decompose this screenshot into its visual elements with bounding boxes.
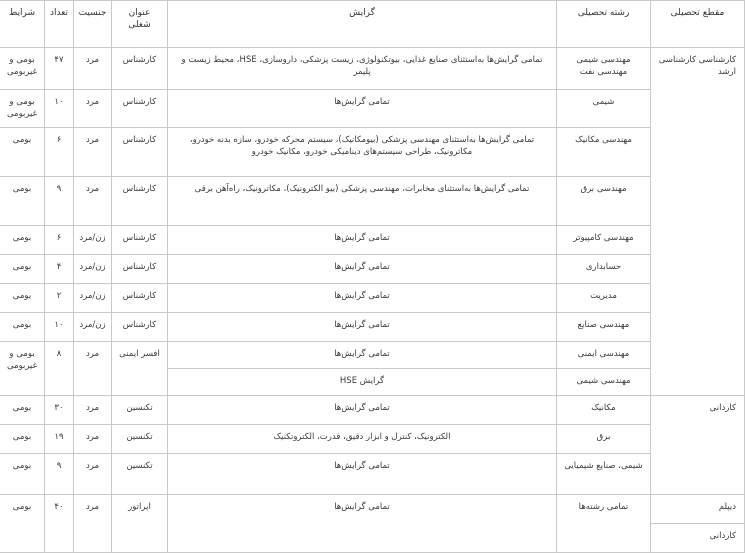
conditions-cell: بومی (0, 313, 45, 342)
conditions-cell: بومی (0, 454, 45, 495)
header-job-title: عنوان شغلی (112, 1, 168, 48)
gender-cell: مرد (74, 128, 112, 177)
count-cell: ۹ (45, 454, 74, 495)
trend-cell: الکترونیک، کنترل و ابزار دقیق، قدرت، الکتروتکنیک (168, 425, 557, 454)
field-cell: حسابداری (557, 255, 651, 284)
trend-cell: تمامی گرایش‌ها (168, 90, 557, 128)
table-row (0, 454, 745, 495)
conditions-cell: بومی و غیربومی (0, 90, 45, 128)
field-cell: مهندسی برق (557, 177, 651, 226)
table-row (0, 495, 745, 524)
table-row (0, 396, 745, 425)
job-cell: کارشناس (112, 313, 168, 342)
gender-cell: زن/مرد (74, 255, 112, 284)
count-cell: ۲ (45, 284, 74, 313)
level-cell: کاردانی (651, 524, 745, 553)
job-cell: کارشناس (112, 128, 168, 177)
count-cell: ۹ (45, 177, 74, 226)
header-gender: جنسیت (74, 1, 112, 48)
field-cell: مهندسی کامپیوتر (557, 226, 651, 255)
field-cell: مکانیک (557, 396, 651, 425)
job-cell: اپراتور (112, 495, 168, 553)
field-cell: مهندسی شیمی (557, 369, 651, 396)
gender-cell: زن/مرد (74, 284, 112, 313)
count-cell: ۴۰ (45, 495, 74, 553)
conditions-cell: بومی (0, 284, 45, 313)
job-cell: تکنسین (112, 396, 168, 425)
header-level: مقطع تحصیلی (651, 1, 745, 48)
header-conditions: شرایط (0, 1, 45, 48)
table-row (0, 128, 745, 177)
job-cell: کارشناس (112, 177, 168, 226)
field-cell: مدیریت (557, 284, 651, 313)
job-cell: کارشناس (112, 255, 168, 284)
job-cell: کارشناس (112, 48, 168, 90)
table-row (0, 425, 745, 454)
table-row (0, 226, 745, 255)
field-cell: مهندسی صنایع (557, 313, 651, 342)
trend-cell: تمامی گرایش‌ها به‌استثنای صنایع غذایی، بیوتکنولوژی، زیست پزشکی، داروسازی، HSE، محیط زیست و پلیمر (168, 48, 557, 90)
conditions-cell: بومی (0, 255, 45, 284)
count-cell: ۴ (45, 255, 74, 284)
conditions-cell: بومی (0, 495, 45, 553)
trend-cell: تمامی گرایش‌ها (168, 284, 557, 313)
trend-cell: تمامی گرایش‌ها (168, 495, 557, 553)
count-cell: ۱۹ (45, 425, 74, 454)
table-row (0, 90, 745, 128)
trend-cell: تمامی گرایش‌ها (168, 454, 557, 495)
count-cell: ۴۷ (45, 48, 74, 90)
header-row (0, 1, 745, 48)
trend-cell: تمامی گرایش‌ها (168, 342, 557, 369)
conditions-cell: بومی (0, 226, 45, 255)
trend-cell: تمامی گرایش‌ها (168, 396, 557, 425)
table-row (0, 255, 745, 284)
count-cell: ۶ (45, 128, 74, 177)
field-cell: تمامی رشته‌ها (557, 495, 651, 553)
gender-cell: زن/مرد (74, 313, 112, 342)
field-cell: مهندسی مکانیک (557, 128, 651, 177)
field-cell: مهندسی ایمنی (557, 342, 651, 369)
trend-cell: تمامی گرایش‌ها به‌استثنای مهندسی پزشکی (بیومکانیک)، سیستم محرکه خودرو، سازه بدنه خودرو، مکاترونیک، طراحی سیستم‌های دینامیکی خودرو، مکانیک خودرو (168, 128, 557, 177)
header-field: رشته تحصیلی (557, 1, 651, 48)
count-cell: ۱۰ (45, 90, 74, 128)
trend-cell: تمامی گرایش‌ها به‌استثنای مخابرات، مهندسی پزشکی (بیو الکترونیک)، مکاترونیک، راه‌آهن برقی (168, 177, 557, 226)
header-trend: گرایش (168, 1, 557, 48)
gender-cell: مرد (74, 425, 112, 454)
gender-cell: مرد (74, 495, 112, 553)
conditions-cell: بومی و غیربومی (0, 342, 45, 396)
conditions-cell: بومی (0, 425, 45, 454)
gender-cell: مرد (74, 90, 112, 128)
job-cell: کارشناس (112, 284, 168, 313)
count-cell: ۳۰ (45, 396, 74, 425)
level-cell: کاردانی (651, 396, 745, 495)
table-row (0, 177, 745, 226)
conditions-cell: بومی و غیربومی (0, 48, 45, 90)
trend-cell: گرایش HSE (168, 369, 557, 396)
count-cell: ۶ (45, 226, 74, 255)
trend-cell: تمامی گرایش‌ها (168, 226, 557, 255)
conditions-cell: بومی (0, 177, 45, 226)
gender-cell: مرد (74, 396, 112, 425)
trend-cell: تمامی گرایش‌ها (168, 313, 557, 342)
table-row (0, 48, 745, 90)
job-cell: تکنسین (112, 425, 168, 454)
gender-cell: مرد (74, 342, 112, 396)
level-cell: کارشناسی کارشناسی ارشد (651, 48, 745, 396)
trend-cell: تمامی گرایش‌ها (168, 255, 557, 284)
table-row (0, 342, 745, 369)
field-cell: شیمی، صنایع شیمیایی (557, 454, 651, 495)
table-row (0, 284, 745, 313)
gender-cell: مرد (74, 454, 112, 495)
level-cell: دیپلم (651, 495, 745, 524)
conditions-cell: بومی (0, 396, 45, 425)
field-cell: شیمی (557, 90, 651, 128)
table-row (0, 313, 745, 342)
job-cell: تکنسین (112, 454, 168, 495)
conditions-cell: بومی (0, 128, 45, 177)
header-count: تعداد (45, 1, 74, 48)
count-cell: ۸ (45, 342, 74, 396)
job-cell: کارشناس (112, 90, 168, 128)
gender-cell: زن/مرد (74, 226, 112, 255)
field-cell: برق (557, 425, 651, 454)
gender-cell: مرد (74, 177, 112, 226)
field-cell: مهندسی شیمی مهندسی نفت (557, 48, 651, 90)
gender-cell: مرد (74, 48, 112, 90)
count-cell: ۱۰ (45, 313, 74, 342)
job-cell: کارشناس (112, 226, 168, 255)
job-cell: افسر ایمنی (112, 342, 168, 396)
